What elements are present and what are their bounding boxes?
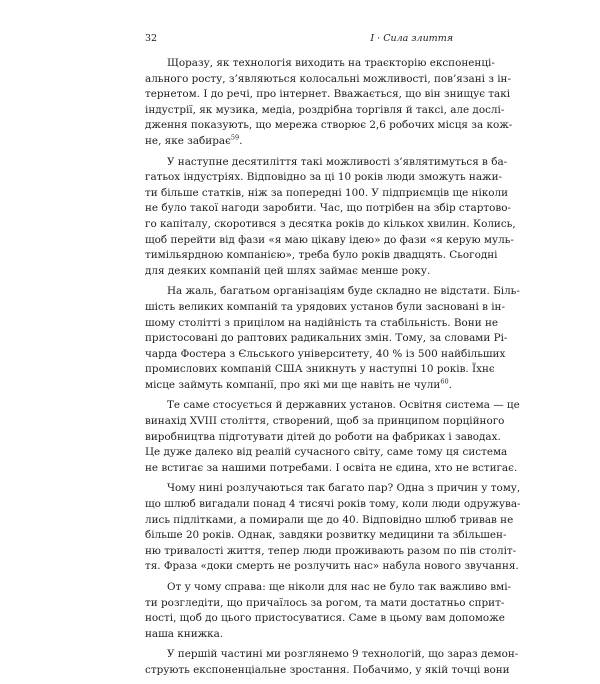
footnote-marker: 60 [440,377,449,386]
text-line: Чому нині розлучаються так багато пар? Одна з причин у тому, [167,482,521,495]
text-line: дження показують, що мережа створює 2,6 робочих місця за кож- [145,119,513,132]
text-line: що шлюб вигадали понад 4 тисячі років тому, коли люди одружува- [145,498,521,511]
text-line: пристосовані до раптових радикальних змін. Тому, за словами Рі- [145,332,508,345]
text-line: більше 20 років. Однак, завдяки розвитку медицини та збільшен- [145,529,507,542]
text-line: На жаль, багатьом організаціям буде складно не відстати. Біль- [167,285,520,298]
page-number: 32 [145,33,158,44]
footnote-marker: 59 [230,133,240,142]
paragraph [145,56,513,150]
text-line: шому столітті з прицілом на надійність та стабільність. Вони не [145,316,499,329]
paragraph [145,647,519,678]
text-line: наша книжка. [145,627,224,640]
text-line: ти більше статків, ніж за попередні 100. У підприємців ще ніколи [145,186,509,199]
paragraph [145,398,520,476]
text-line: Щоразу, як технологія виходить на траєкторію експоненці- [167,57,495,69]
paragraph [145,284,520,393]
text-line: ти розгледіти, що причаїлось за рогом, та мати достатньо сприт- [145,596,505,609]
text-line: Це дуже далеко від реалій сучасного світу, саме тому ця система [145,446,508,459]
text-line: ню тривалості життя, тепер люди проживають разом по пів століт- [145,544,517,557]
text-line: для деяких компаній цей шлях займає менше року. [145,264,431,277]
text-line: не, яке забирає$^{59}$. [145,133,243,147]
text-line: лись підлітками, а помирали ще до 40. Відповідно шлюб тривав не [145,513,514,526]
text-line: У першій частині ми розглянемо 9 технологій, що зараз демон- [167,648,519,661]
running-title: I · Сила злиття [370,33,453,44]
paragraph [145,580,512,642]
text-line: місце займуть компанії, про які ми ще навіть не чули$^{60}$. [145,377,452,391]
text-line: щоб перейти від фази «я маю цікаву ідею» до фази «я керую муль- [145,233,514,246]
text-line: гатьох індустріях. Відповідно за ці 10 років люди зможуть нажи- [145,171,503,184]
text-line: винахід XVIII століття, створений, щоб за принципом порційного [145,415,505,428]
text-line: не було такої нагоди заробити. Час, що потрібен на збір стартово- [145,202,511,215]
text-line: тя. Фраза «доки смерть не розлучить нас» набула нового звучання. [145,560,519,573]
text-line: ності, щоб до цього пристосуватися. Саме в цьому вам допоможе [145,612,505,625]
text-line: виробництва підготувати дітей до роботи на фабриках і заводах. [145,430,501,443]
paragraph [145,155,516,280]
text-line: чарда Фостера з Єльського університету, 40 % із 500 найбільших [145,347,506,360]
text-line: го капіталу, скоротився з десятка років до кількох хвилин. Колись, [145,217,516,230]
text-line: струють експоненціальне зростання. Побачимо, у якій точці вони [145,663,510,676]
text-line: У наступне десятиліття такі можливості з’являтимуться в ба- [167,155,508,168]
paragraph [145,481,521,575]
text-line: От у чому справа: ще ніколи для нас не було так важливо вмі- [167,581,512,593]
text-line: Те саме стосується й державних установ. Освітня система — це [167,399,520,412]
text-line: індустрії, як музика, медіа, роздрібна торгівля й таксі, але дослі- [145,103,505,116]
text-line: промислових компаній США зникнуть у наступні 10 років. Їхнє [145,363,495,376]
text-line: ального росту, з’являються колосальні можливості, пов’язані з ін- [145,72,511,85]
text-line: тимільярдною компанією», треба було років двадцять. Сьогодні [145,249,498,262]
text-line: тернетом. І до речі, про інтернет. Вважається, що він знищує такі [145,88,511,101]
body-text [145,56,521,684]
text-line: шість великих компаній та урядових установ були засновані в ін- [145,300,505,313]
text-line: не встигає за нашими потребами. І освіта не єдина, хто не встигає. [145,461,518,474]
